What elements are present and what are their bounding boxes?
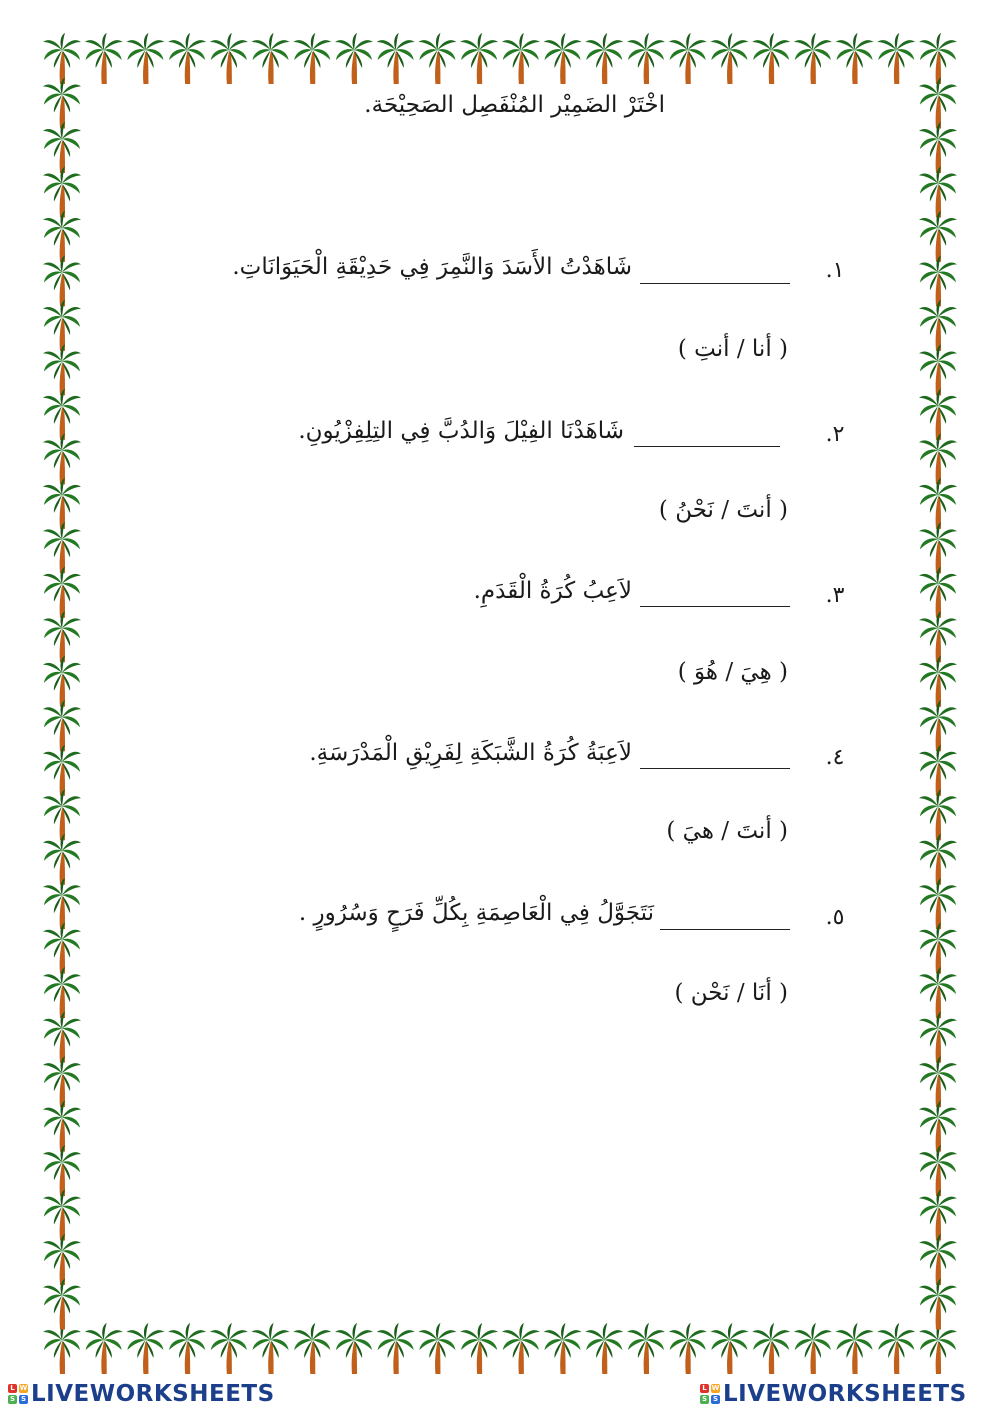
palm-tree-icon xyxy=(43,166,81,217)
palm-tree-icon xyxy=(43,789,81,840)
palm-tree-icon xyxy=(585,1323,623,1374)
palm-tree-icon xyxy=(669,1323,707,1374)
palm-tree-icon xyxy=(919,789,957,840)
liveworksheets-logo-icon: L W S S xyxy=(9,1384,28,1403)
question-2-number: ٢. xyxy=(825,422,845,447)
palm-tree-icon xyxy=(919,1190,957,1241)
palm-tree-icon xyxy=(85,33,123,84)
palm-tree-icon xyxy=(43,1145,81,1196)
palm-tree-icon xyxy=(544,1323,582,1374)
palm-tree-icon xyxy=(460,1323,498,1374)
question-1-options: ( أنا / أنتِ ) xyxy=(677,336,788,362)
palm-tree-icon xyxy=(794,1323,832,1374)
palm-tree-icon xyxy=(919,122,957,173)
palm-tree-icon xyxy=(544,33,582,84)
question-3-number: ٣. xyxy=(825,583,845,608)
question-5-options: ( أنَا / نَحْن ) xyxy=(674,980,788,1006)
palm-tree-icon xyxy=(335,33,373,84)
palm-tree-icon xyxy=(43,923,81,974)
palm-tree-icon xyxy=(210,1323,248,1374)
palm-tree-icon xyxy=(919,344,957,395)
palm-tree-icon xyxy=(43,389,81,440)
palm-tree-icon xyxy=(919,878,957,929)
palm-tree-icon xyxy=(919,478,957,529)
palm-tree-icon xyxy=(43,1012,81,1063)
palm-tree-icon xyxy=(919,1012,957,1063)
palm-tree-icon xyxy=(836,33,874,84)
palm-tree-icon xyxy=(43,1234,81,1285)
palm-tree-icon xyxy=(43,1056,81,1107)
palm-tree-icon xyxy=(460,33,498,84)
question-3-blank[interactable] xyxy=(640,606,790,607)
palm-tree-icon xyxy=(43,700,81,751)
palm-tree-icon xyxy=(43,967,81,1018)
palm-tree-icon xyxy=(627,1323,665,1374)
palm-tree-icon xyxy=(877,1323,915,1374)
question-1-blank[interactable] xyxy=(640,283,790,284)
palm-tree-icon xyxy=(168,33,206,84)
palm-tree-icon xyxy=(43,656,81,707)
palm-tree-icon xyxy=(919,211,957,262)
palm-tree-icon xyxy=(43,1323,81,1374)
palm-tree-icon xyxy=(43,522,81,573)
palm-tree-icon xyxy=(752,33,790,84)
palm-tree-icon xyxy=(43,211,81,262)
palm-tree-icon xyxy=(43,344,81,395)
brand-name: LIVEWORKSHEETS xyxy=(723,1381,967,1407)
palm-tree-icon xyxy=(919,300,957,351)
palm-tree-icon xyxy=(502,1323,540,1374)
palm-tree-icon xyxy=(585,33,623,84)
palm-tree-icon xyxy=(919,567,957,618)
palm-tree-icon xyxy=(335,1323,373,1374)
palm-tree-icon xyxy=(43,433,81,484)
question-2-sentence: شَاهَدْنَا الفِيْلَ وَالدُبَّ فِي التِلِفِزْيُونِ. xyxy=(298,418,624,444)
palm-tree-icon xyxy=(43,77,81,128)
palm-tree-icon xyxy=(919,1279,957,1330)
palm-tree-icon xyxy=(710,1323,748,1374)
palm-tree-icon xyxy=(710,33,748,84)
palm-tree-icon xyxy=(919,923,957,974)
liveworksheets-logo-icon: L W S S xyxy=(701,1384,720,1403)
question-1-sentence: شَاهَدْتُ الأَسَدَ وَالنَّمِرَ فِي حَدِيْقَةِ الْحَيَوَانَاتِ. xyxy=(232,254,632,280)
palm-tree-icon xyxy=(293,1323,331,1374)
palm-tree-icon xyxy=(43,611,81,662)
palm-tree-icon xyxy=(752,1323,790,1374)
palm-tree-icon xyxy=(919,389,957,440)
palm-tree-icon xyxy=(919,967,957,1018)
palm-tree-icon xyxy=(43,255,81,306)
palm-tree-icon xyxy=(126,33,164,84)
liveworksheets-brand-right xyxy=(700,1380,967,1408)
palm-tree-icon xyxy=(43,745,81,796)
palm-tree-icon xyxy=(919,522,957,573)
palm-tree-icon xyxy=(794,33,832,84)
question-1-number: ١. xyxy=(825,258,845,283)
palm-tree-icon xyxy=(43,1190,81,1241)
palm-tree-icon xyxy=(919,1056,957,1107)
palm-tree-icon xyxy=(919,700,957,751)
palm-tree-icon xyxy=(919,33,957,84)
palm-tree-icon xyxy=(43,1101,81,1152)
palm-tree-icon xyxy=(377,1323,415,1374)
palm-tree-icon xyxy=(919,166,957,217)
liveworksheets-brand-left xyxy=(8,1380,275,1408)
palm-tree-icon xyxy=(919,611,957,662)
palm-tree-icon xyxy=(669,33,707,84)
question-4-options: ( أنتَ / هيَ ) xyxy=(666,818,788,844)
palm-tree-icon xyxy=(919,745,957,796)
palm-tree-icon xyxy=(43,878,81,929)
palm-tree-icon xyxy=(43,1279,81,1330)
question-3-sentence: لاَعِبُ كُرَةُ الْقَدَمِ. xyxy=(473,578,632,604)
brand-name: LIVEWORKSHEETS xyxy=(31,1381,275,1407)
palm-tree-icon xyxy=(43,478,81,529)
palm-tree-icon xyxy=(919,1234,957,1285)
palm-tree-icon xyxy=(126,1323,164,1374)
question-4-number: ٤. xyxy=(825,745,845,770)
question-2-blank[interactable] xyxy=(634,446,780,447)
question-5-number: ٥. xyxy=(825,905,845,930)
palm-tree-icon xyxy=(252,1323,290,1374)
palm-tree-icon xyxy=(919,834,957,885)
palm-tree-icon xyxy=(210,33,248,84)
question-5-sentence: نَتَجَوَّلُ فِي الْعَاصِمَةِ بِكُلِّ فَرَحٍ وَسُرُورٍ . xyxy=(298,900,654,926)
palm-tree-icon xyxy=(418,1323,456,1374)
palm-tree-icon xyxy=(418,33,456,84)
palm-tree-icon xyxy=(627,33,665,84)
palm-tree-icon xyxy=(836,1323,874,1374)
palm-tree-icon xyxy=(293,33,331,84)
palm-tree-icon xyxy=(919,255,957,306)
palm-tree-icon xyxy=(919,1145,957,1196)
palm-tree-icon xyxy=(502,33,540,84)
palm-tree-icon xyxy=(43,567,81,618)
palm-tree-icon xyxy=(919,1101,957,1152)
palm-tree-icon xyxy=(43,33,81,84)
question-4-sentence: لاَعِبَةُ كُرَةُ الشَّبَكَةِ لِفَرِيْقِ الْمَدْرَسَةِ. xyxy=(309,740,632,766)
question-4-blank[interactable] xyxy=(640,768,790,769)
palm-tree-icon xyxy=(43,300,81,351)
palm-tree-icon xyxy=(168,1323,206,1374)
palm-tree-icon xyxy=(377,33,415,84)
palm-tree-icon xyxy=(252,33,290,84)
palm-tree-icon xyxy=(919,77,957,128)
palm-tree-icon xyxy=(919,1323,957,1374)
question-2-options: ( أنتَ / نَحْنُ ) xyxy=(658,497,788,523)
palm-tree-icon xyxy=(43,834,81,885)
palm-tree-icon xyxy=(85,1323,123,1374)
palm-tree-icon xyxy=(43,122,81,173)
palm-tree-icon xyxy=(919,433,957,484)
instruction-title: اخْتَرْ الضَمِيْر المُنْفَصِل الصَحِيْحَة. xyxy=(364,92,665,118)
question-3-options: ( هِيَ / هُوَ ) xyxy=(677,659,788,685)
question-5-blank[interactable] xyxy=(660,929,790,930)
palm-tree-icon xyxy=(877,33,915,84)
palm-tree-icon xyxy=(919,656,957,707)
